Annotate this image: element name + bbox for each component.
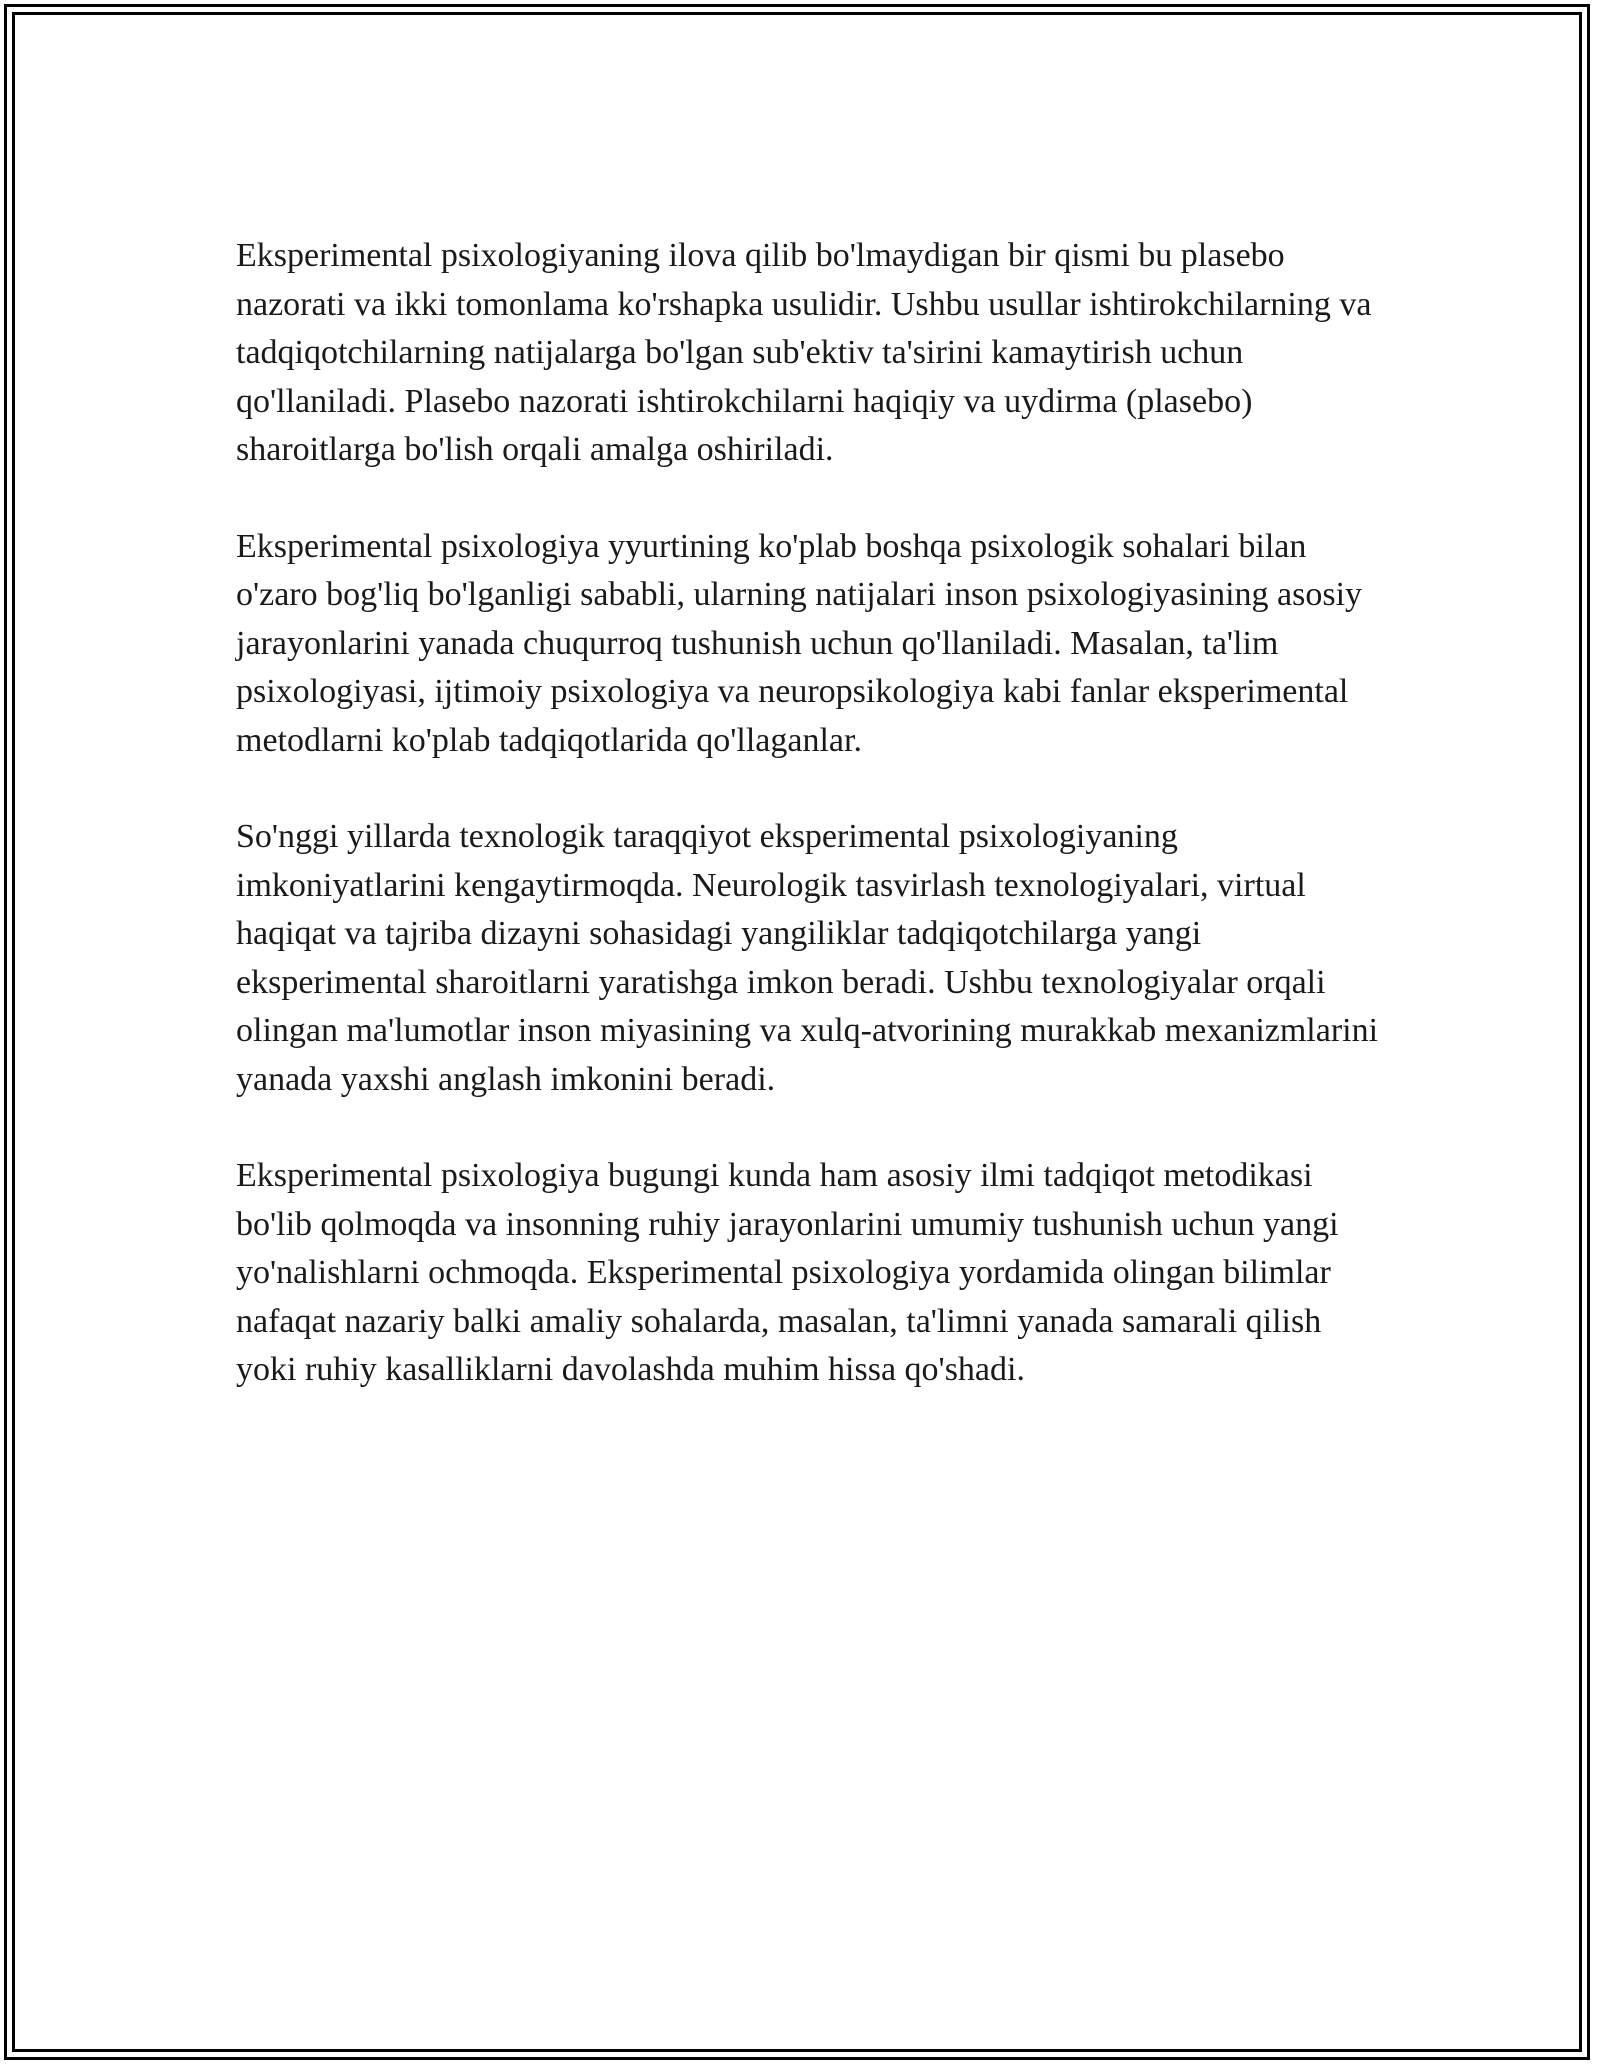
paragraph-4: Eksperimental psixologiya bugungi kunda ham asosiy ilmi tadqiqot metodikasi bo'lib qolmoqda va insonning ruhiy jarayonlarini umumiy tushunish uchun yangi yo'nalishlarni ochmoqda. Eksperimental psixologiya yordamida olingan bilimlar nafaqat nazariy balki amaliy sohalarda, masalan, ta'limni yanada samarali qilish yoki ruhiy kasalliklarni davolashda muhim hissa qo'shadi. [236,1157,1339,1388]
document-body [236,232,1386,1443]
paragraph-2: Eksperimental psixologiya yyurtining ko'plab boshqa psixologik sohalari bilan o'zaro bog'liq bo'lganligi sababli, ularning natijalari inson psixologiyasining asosiy jarayonlarini yanada chuqurroq tushunish uchun qo'llaniladi. Masalan, ta'lim psixologiyasi, ijtimoiy psixologiya va neuropsikologiya kabi fanlar eksperimental metodlarni ko'plab tadqiqotlarida qo'llaganlar. [236,527,1363,759]
paragraph-3: So'nggi yillarda texnologik taraqqiyot eksperimental psixologiyaning imkoniyatlarini kengaytirmoqda. Neurologik tasvirlash texnologiyalari, virtual haqiqat va tajriba dizayni sohasidagi yangiliklar tadqiqotchilarga yangi eksperimental sharoitlarni yaratishga imkon beradi. Ushbu texnologiyalar orqali olingan ma'lumotlar inson miyasining va xulq-atvorining murakkab mexanizmlarini yanada yaxshi anglash imkonini beradi. [236,818,1379,1098]
paragraph-1: Eksperimental psixologiyaning ilova qilib bo'lmaydigan bir qismi bu plasebo nazorati va ikki tomonlama ko'rshapka usulidir. Ushbu usullar ishtirokchilarning va tadqiqotchilarning natijalarga bo'lgan sub'ektiv ta'sirini kamaytirish uchun qo'llaniladi. Plasebo nazorati ishtirokchilarni haqiqiy va uydirma (plasebo) sharoitlarga bo'lish orqali amalga oshiriladi. [236,237,1372,468]
